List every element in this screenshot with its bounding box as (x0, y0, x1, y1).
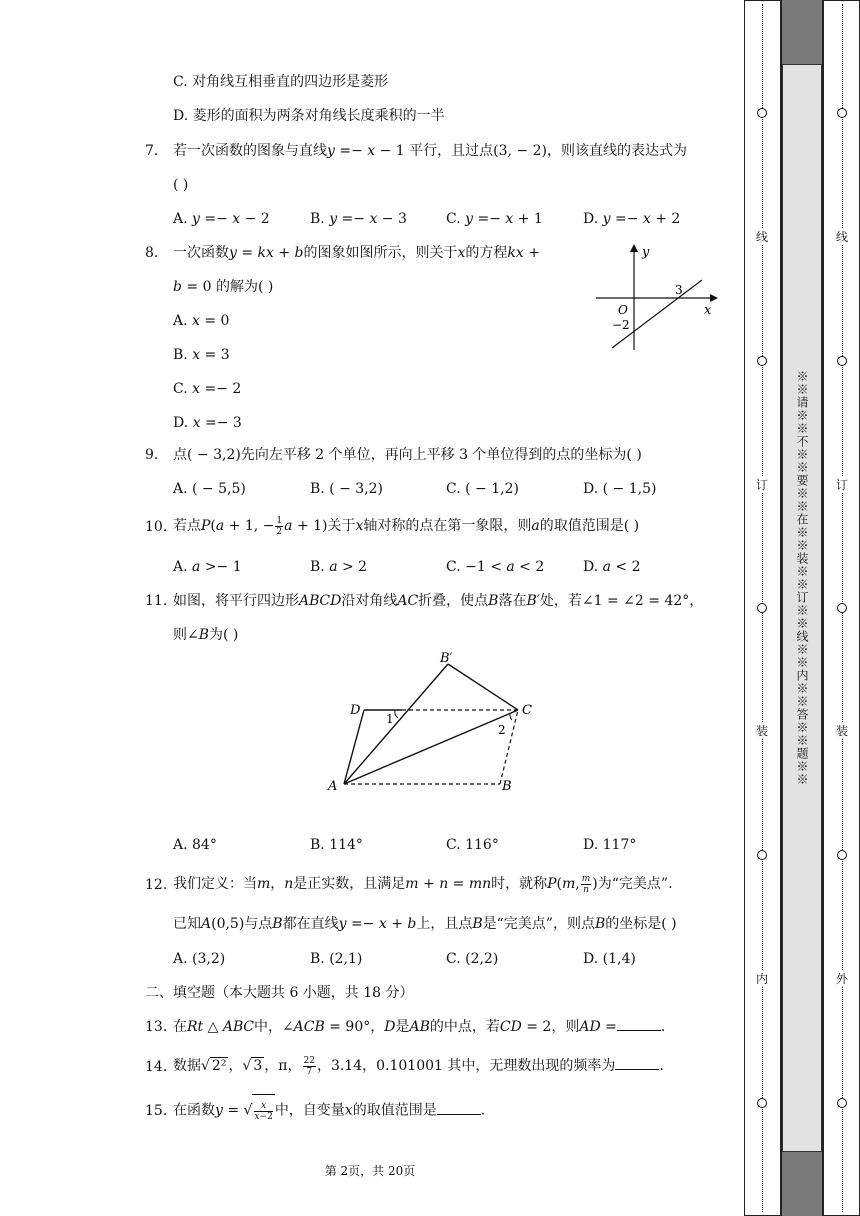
q11-stem: 如图，将平行四边形𝐴𝐵𝐶𝐷沿对角线𝐴𝐶折叠，使点𝐵落在𝐵′处，若∠1 = ∠2 = 42°， (173, 593, 704, 609)
inner-label-nei: 内 (755, 972, 768, 986)
point-a-label: A (328, 779, 338, 794)
q14-stem-post: ，3.14，0.101001 其中，无理数出现的频率为 (316, 1058, 616, 1074)
q12-option-a: A. (3,2) (173, 951, 226, 967)
q10-option-c: C. −1 < 𝑎 < 2 (446, 559, 545, 575)
q7-stem-cont: ( ) (173, 177, 189, 193)
outer-label-xian: 线 (835, 230, 848, 244)
q13-stem-text: 在𝑅𝑡 △ 𝐴𝐵𝐶中，∠𝐴𝐶𝐵 = 90°，𝐷是𝐴𝐵的中点，若𝐶𝐷 = 2，则𝐴𝐷 = (173, 1019, 617, 1035)
inner-label-ding: 订 (755, 478, 768, 492)
q8-linear-function-graph (592, 238, 722, 356)
binding-divider-right (822, 0, 824, 1216)
outer-hole-5 (837, 1098, 847, 1108)
inner-hole-5 (757, 1098, 767, 1108)
q15-fraction-den: 𝑥−2 (254, 1111, 273, 1122)
y-intercept-label: −2 (612, 318, 630, 332)
q15-answer-blank[interactable] (437, 1102, 481, 1115)
angle-2-arc (510, 714, 512, 720)
segment-ac (344, 710, 518, 784)
q13-stem (173, 1018, 665, 1036)
q15-fraction (254, 1101, 272, 1122)
q14-fraction (303, 1056, 316, 1077)
q11-number: 11. (145, 593, 168, 609)
q10-fraction-num: 1 (276, 515, 283, 526)
inner-hole-1 (757, 108, 767, 118)
q7-option-d: D. 𝑦 =− 𝑥 + 2 (583, 211, 681, 227)
x-axis-arrow (710, 294, 718, 302)
q10-option-a: A. 𝑎 >− 1 (173, 559, 242, 575)
q10-number: 10. (145, 519, 168, 535)
origin-label: O (618, 303, 628, 317)
point-d-label: D (350, 703, 361, 718)
q9-stem: 点( − 3,2)先向左平移 2 个单位，再向上平移 3 个单位得到的点的坐标为( ) (173, 447, 642, 463)
outer-label-wai: 外 (835, 972, 848, 986)
q15-stem-pre: 在函数𝑦 = (173, 1102, 240, 1119)
q7-option-c: C. 𝑦 =− 𝑥 + 1 (446, 211, 543, 227)
q14-stem-pre: 数据 (173, 1058, 201, 1074)
q11-parallelogram-figure (322, 648, 544, 796)
page-footer: 第 2页，共 20页 (324, 1164, 416, 1178)
q8-number: 8. (145, 245, 159, 261)
q11-option-d: D. 117° (583, 837, 637, 853)
q12-fraction-den: 𝑛 (583, 884, 589, 895)
q15-stem-post: 中，自变量𝑥的取值范围是 (274, 1102, 437, 1119)
q8-option-c: C. 𝑥 =− 2 (173, 381, 242, 397)
q10-stem-post: 𝑎 + 1)关于𝑥轴对称的点在第一象限，则𝑎的取值范围是( ) (284, 518, 640, 534)
q11-stem-cont: 则∠𝐵为( ) (173, 627, 239, 643)
q11-option-c: C. 116° (446, 837, 499, 853)
q9-option-a: A. ( − 5,5) (173, 481, 246, 497)
q12-stem-cont: 已知𝐴(0,5)与点𝐵都在直线𝑦 =− 𝑥 + 𝑏上，且点𝐵是“完美点”，则点𝐵的坐标是( ) (173, 916, 677, 932)
q12-fraction (581, 874, 592, 895)
outer-label-ding: 订 (835, 478, 848, 492)
y-axis-arrow (630, 244, 638, 252)
inner-hole-3 (757, 603, 767, 613)
q6-option-c: C. 对角线互相垂直的四边形是菱形 (173, 74, 389, 90)
q7-option-a: A. 𝑦 =− 𝑥 − 2 (173, 211, 270, 227)
q10-option-b: B. 𝑎 > 2 (310, 559, 368, 575)
q9-number: 9. (145, 447, 159, 463)
q14-number: 14. (145, 1059, 168, 1075)
angle-1-label: 1 (386, 712, 394, 726)
point-c-label: C (522, 703, 532, 718)
q12-option-b: B. (2,1) (310, 951, 363, 967)
outer-hole-1 (837, 108, 847, 118)
binding-strip (744, 0, 860, 1216)
q14-fraction-num: 22 (303, 1055, 315, 1066)
q14-stem-end: . (659, 1058, 664, 1074)
q8-stem: 一次函数𝑦 = 𝑘𝑥 + 𝑏的图象如图所示，则关于𝑥的方程𝑘𝑥 + (173, 245, 540, 261)
q15-fraction-num: 𝑥 (254, 1101, 272, 1112)
q14-sqrt-2: 3 (253, 1058, 263, 1074)
outer-label-zhuang: 装 (835, 724, 848, 738)
q9-option-c: C. ( − 1,2) (446, 481, 519, 497)
q7-stem: 若一次函数的图象与直线𝑦 =− 𝑥 − 1 平行，且过点(3, − 2)，则该直线的表达式为 (173, 143, 687, 159)
q13-number: 13. (145, 1019, 168, 1035)
q7-option-b: B. 𝑦 =− 𝑥 − 3 (310, 211, 407, 227)
q12-option-d: D. (1,4) (583, 951, 636, 967)
q10-stem (173, 512, 639, 540)
q10-fraction-den: 2 (276, 526, 283, 537)
q15-stem-end: . (480, 1102, 486, 1119)
angle-1-arc (395, 710, 398, 718)
inner-label-xian: 线 (755, 230, 768, 244)
segment-bc-dashed (500, 710, 518, 784)
q8-option-a: A. 𝑥 = 0 (173, 313, 230, 329)
q12-fraction-num: 𝑚 (581, 873, 591, 884)
q8-option-b: B. 𝑥 = 3 (173, 347, 230, 363)
x-intercept-label: 3 (675, 283, 683, 297)
q14-sqrt-1: 2² (211, 1058, 227, 1074)
inner-hole-4 (757, 850, 767, 860)
q14-stem: 数据√ 2² ，√ 3 ，π， $\frac{22}{7}$ ，3.14，0.101001 其中，无理数出现的频率为 . (173, 1055, 664, 1077)
q12-stem-pre: 我们定义：当𝑚，𝑛是正实数，且满足𝑚 + 𝑛 = 𝑚𝑛时，就称𝑃(𝑚, (173, 876, 580, 892)
inner-label-zhuang: 装 (755, 724, 768, 738)
q14-answer-blank[interactable] (615, 1057, 659, 1070)
q10-option-d: D. 𝑎 < 2 (583, 559, 641, 575)
outer-hole-4 (837, 850, 847, 860)
q6-option-d: D. 菱形的面积为两条对角线长度乘积的一半 (173, 108, 445, 124)
q13-stem-end: . (660, 1019, 666, 1035)
point-b-prime-label: B′ (440, 651, 453, 666)
point-b-label: B (502, 779, 512, 794)
q14-fraction-den: 7 (306, 1066, 313, 1077)
q8-stem-cont: 𝑏 = 0 的解为( ) (173, 279, 274, 295)
angle-2-label: 2 (498, 723, 506, 737)
q14-sep-2: ，π， (264, 1058, 302, 1074)
q12-stem (173, 870, 673, 898)
q15-sqrt (252, 1094, 274, 1127)
q10-fraction (275, 516, 283, 537)
q13-answer-blank[interactable] (617, 1018, 661, 1031)
outer-hole-2 (837, 356, 847, 366)
x-axis-label: x (704, 303, 712, 318)
segment-b-prime-c (448, 664, 518, 710)
q11-option-b: B. 114° (310, 837, 363, 853)
q9-option-b: B. ( − 3,2) (310, 481, 384, 497)
q8-option-d: D. 𝑥 =− 3 (173, 415, 242, 431)
outer-hole-3 (837, 603, 847, 613)
q9-option-d: D. ( − 1,5) (583, 481, 657, 497)
binding-gray-bottom (782, 1152, 822, 1216)
q12-option-c: C. (2,2) (446, 951, 499, 967)
q12-stem-post: )为“完美点”. (592, 876, 673, 892)
q11-option-a: A. 84° (173, 837, 217, 853)
q15-number: 15. (145, 1103, 168, 1119)
q14-sep-1: ， (228, 1058, 243, 1074)
q12-number: 12. (145, 877, 168, 893)
q15-stem: 在函数𝑦 = √ $\frac{\text{𝑥}}{\text{𝑥−2}}$ 中，自变量𝑥的取值范围是 . (173, 1094, 485, 1127)
binding-gray-top (782, 0, 822, 64)
q7-number: 7. (145, 143, 159, 159)
q10-stem-pre: 若点𝑃(𝑎 + 1, − (173, 518, 275, 534)
y-axis-label: y (642, 245, 650, 260)
section-2-heading: 二、填空题（本大题共 6 小题，共 18 分） (145, 985, 414, 1001)
binding-notice-text: ※※请※※不※※要※※在※※装※※订※※线※※内※※答※※题※※ (795, 370, 809, 786)
inner-hole-2 (757, 356, 767, 366)
